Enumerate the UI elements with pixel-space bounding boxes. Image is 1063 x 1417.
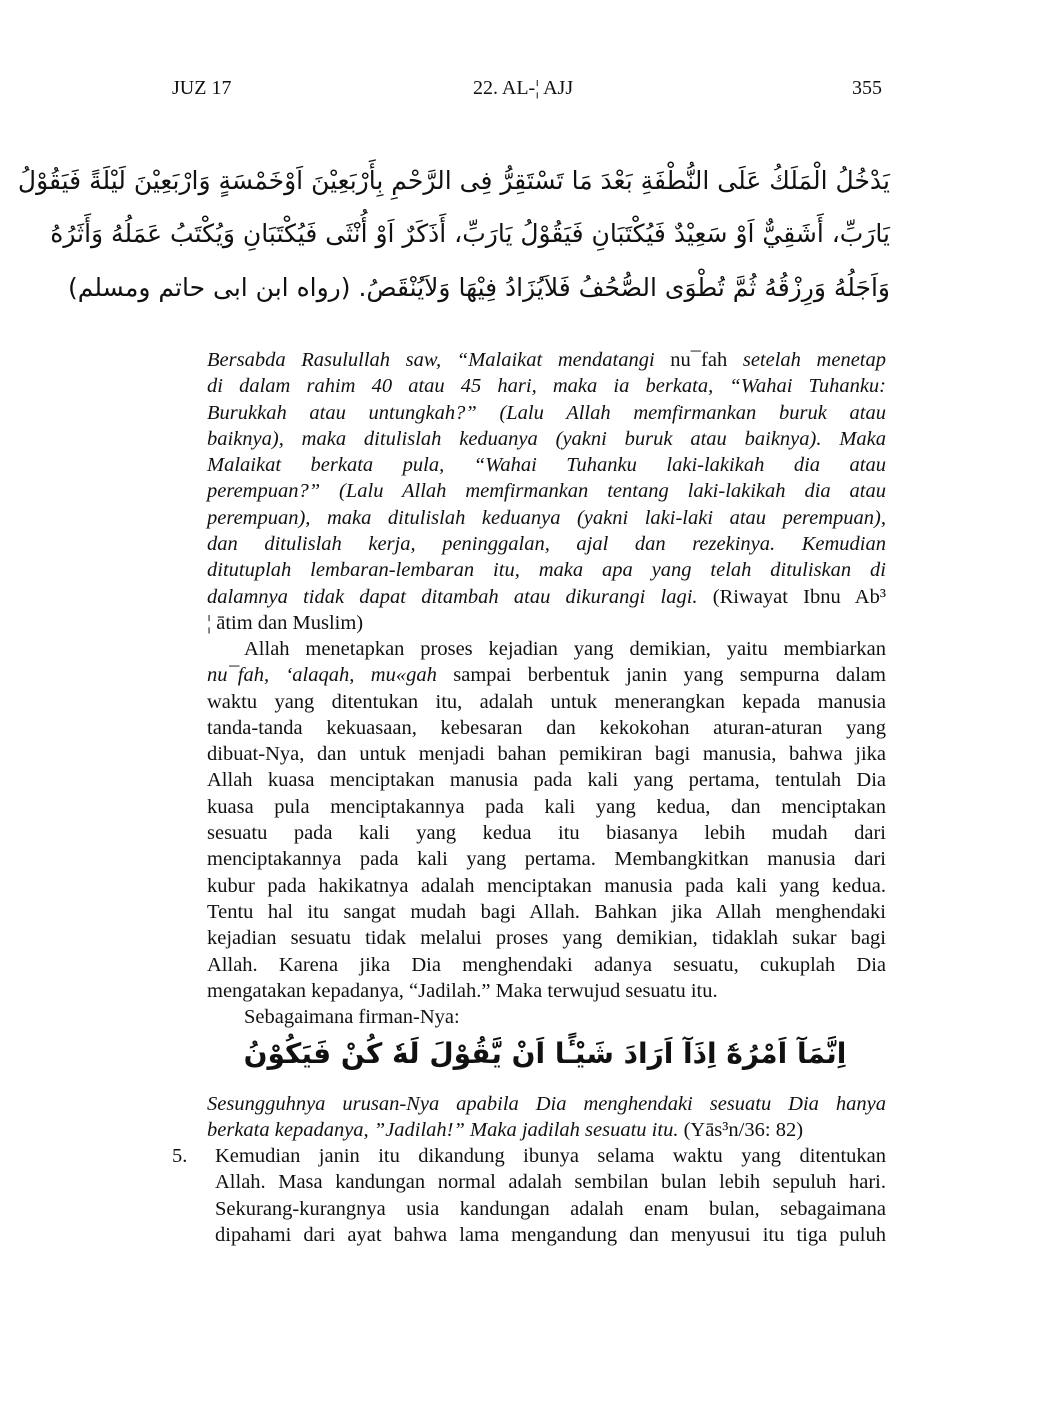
text-span: Sebagaimana firman-Nya: xyxy=(244,1006,460,1029)
text-line xyxy=(207,400,886,426)
text-line xyxy=(207,1117,886,1143)
text-line xyxy=(207,873,886,899)
text-span: Allah. Karena jika Dia menghendaki adanya sesuatu, cukuplah Dia xyxy=(207,953,886,976)
text-span: nu¯fah xyxy=(670,349,743,371)
text-span: dibuat-Nya, dan untuk menjadi bahan pemikiran bagi manusia, bahwa jika xyxy=(207,743,886,766)
text-span: Malaikat berkata pula, “Wahai Tuhanku laki-lakikah dia atau xyxy=(207,454,886,477)
text-span: Sekurang-kurangnya usia kandungan adalah enam bulan, sebagaimana xyxy=(215,1197,886,1220)
text-span: Bersabda Rasulullah saw, “Malaikat mendatangi xyxy=(207,349,671,371)
text-line xyxy=(207,478,886,504)
text-span: Allah. Masa kandungan normal adalah sembilan bulan lebih sepuluh hari. xyxy=(215,1171,886,1194)
text-line xyxy=(207,978,886,1004)
verse-translation xyxy=(207,1091,886,1144)
text-span: berkata kepadanya, ”Jadilah!” Maka jadilah sesuatu itu. xyxy=(207,1119,684,1142)
text-span: perempuan), maka ditulislah keduanya (yakni laki-laki atau perempuan), xyxy=(207,506,886,529)
text-span: dalamnya tidak dapat ditambah atau dikurangi lagi. xyxy=(207,585,713,608)
text-span: kubur pada hakikatnya adalah menciptakan manusia pada kali yang kedua. xyxy=(207,874,886,897)
text-span: kejadian sesuatu tidak melalui proses yang demikian, tidaklah sukar bagi xyxy=(207,927,886,950)
text-span: Tentu hal itu sangat mudah bagi Allah. Bahkan jika Allah menghendaki xyxy=(207,900,886,923)
running-head-juz: JUZ 17 xyxy=(172,77,232,99)
text-line xyxy=(207,1004,886,1030)
text-span: Allah kuasa menciptakan manusia pada kali yang pertama, tentulah Dia xyxy=(207,769,886,792)
text-line xyxy=(215,1143,886,1169)
text-line xyxy=(207,557,886,583)
text-line xyxy=(207,767,886,793)
text-span: kuasa pula menciptakannya pada kali yang kedua, dan menciptakan xyxy=(207,795,886,818)
text-line xyxy=(207,846,886,872)
explanation-paragraph xyxy=(207,636,886,1030)
text-span: (Yās³n/36: 82) xyxy=(683,1119,804,1142)
text-span: sesuatu pada kali yang kedua itu biasanya lebih mudah dari xyxy=(207,822,886,845)
text-line xyxy=(207,715,886,741)
text-line xyxy=(207,925,886,951)
text-line xyxy=(207,662,886,688)
text-span: sampai berbentuk janin yang sempurna dalam xyxy=(453,664,886,687)
text-line xyxy=(207,452,886,478)
text-line xyxy=(207,505,886,531)
text-span: Burukkah atau untungkah?” (Lalu Allah memfirmankan buruk atau xyxy=(207,401,886,424)
text-span: dan ditulislah kerja, peninggalan, ajal dan rezekinya. Kemudian xyxy=(207,533,886,556)
text-line xyxy=(207,347,886,373)
text-line xyxy=(215,1222,886,1248)
text-line xyxy=(207,610,886,636)
text-line xyxy=(207,584,886,610)
text-span: perempuan?” (Lalu Allah memfirmankan tentang laki-lakikah dia atau xyxy=(207,480,886,503)
text-span: ditutuplah lembaran-lembaran itu, maka apa yang telah dituliskan di xyxy=(207,559,886,582)
text-span: Allah menetapkan proses kejadian yang demikian, yaitu membiarkan xyxy=(244,638,886,660)
text-line xyxy=(207,531,886,557)
text-line xyxy=(207,636,886,662)
text-line xyxy=(207,373,886,399)
text-span: tanda-tanda kekuasaan, kebesaran dan kekokohan aturan-aturan yang xyxy=(207,716,886,739)
arabic-hadith-line: يَدْخُلُ الْمَلَكُ عَلَى النُّطْفَةِ بَعْدَ مَا تَسْتَقِرُّ فِى الرَّحْمِ بِأَرْبَعِيْنَ اَوْخَمْسَةٍ وَارْبَعِيْنَ لَيْلَةً فَيَقُوْلُ xyxy=(17,166,890,195)
arabic-hadith-line: وَاَجَلُهُ وَرِزْقُهُ ثُمَّ تُطْوَى الصُّحُفُ فَلاَيُزَادُ فِيْهَا وَلاَيُنْقَصُ. (رواه ابن ابى حاتم ومسلم) xyxy=(68,273,890,302)
arabic-hadith-line: يَارَبِّ، أَشَقِيٌّ اَوْ سَعِيْدٌ فَيُكْتَبَانِ فَيَقُوْلُ يَارَبِّ، أَذَكَرٌ اَوْ أُنْثَى فَيُكْتَبَانِ وَيُكْتَبُ عَمَلُهُ وَأَثَرُهُ xyxy=(50,219,890,248)
text-span: waktu yang ditentukan itu, adalah untuk menerangkan kepada manusia xyxy=(207,690,886,713)
text-line xyxy=(207,426,886,452)
text-span: nu¯fah, ‘alaqah, mu«gah xyxy=(207,664,454,687)
text-span: mengatakan kepadanya, “Jadilah.” Maka terwujud sesuatu itu. xyxy=(207,979,718,1002)
text-span: dipahami dari ayat bahwa lama mengandung dan menyusui itu tiga puluh xyxy=(215,1223,886,1246)
text-span: Kemudian janin itu dikandung ibunya selama waktu yang ditentukan xyxy=(215,1145,886,1167)
text-line xyxy=(207,899,886,925)
list-item-5 xyxy=(215,1143,886,1248)
text-span: baiknya), maka ditulislah keduanya (yakni buruk atau baiknya). Maka xyxy=(207,427,886,450)
text-span: setelah menetap xyxy=(742,349,886,371)
text-line xyxy=(207,689,886,715)
text-line xyxy=(207,820,886,846)
text-line xyxy=(215,1196,886,1222)
running-head-surah: 22. AL-¦ AJJ xyxy=(473,77,574,99)
text-span: (Riwayat Ibnu Ab³ xyxy=(712,585,886,608)
quran-verse-arabic: اِنَّمَآ اَمْرُهٗٓ اِذَآ اَرَادَ شَيْـًٔا اَنْ يَّقُوْلَ لَهٗ كُنْ فَيَكُوْنُ xyxy=(243,1037,847,1070)
text-span: Sesungguhnya urusan-Nya apabila Dia menghendaki sesuatu Dia hanya xyxy=(207,1093,886,1115)
text-line xyxy=(215,1169,886,1195)
text-line xyxy=(207,794,886,820)
text-span: di dalam rahim 40 atau 45 hari, maka ia berkata, “Wahai Tuhanku: xyxy=(207,375,886,398)
hadith-translation xyxy=(207,347,886,636)
text-line xyxy=(207,741,886,767)
page-number: 355 xyxy=(852,77,882,99)
list-number: 5. xyxy=(172,1145,188,1167)
text-span: menciptakannya pada kali yang pertama. Membangkitkan manusia dari xyxy=(207,848,886,871)
text-line xyxy=(207,952,886,978)
text-line xyxy=(207,1091,886,1117)
text-span: ¦ ātim dan Muslim) xyxy=(207,611,364,634)
